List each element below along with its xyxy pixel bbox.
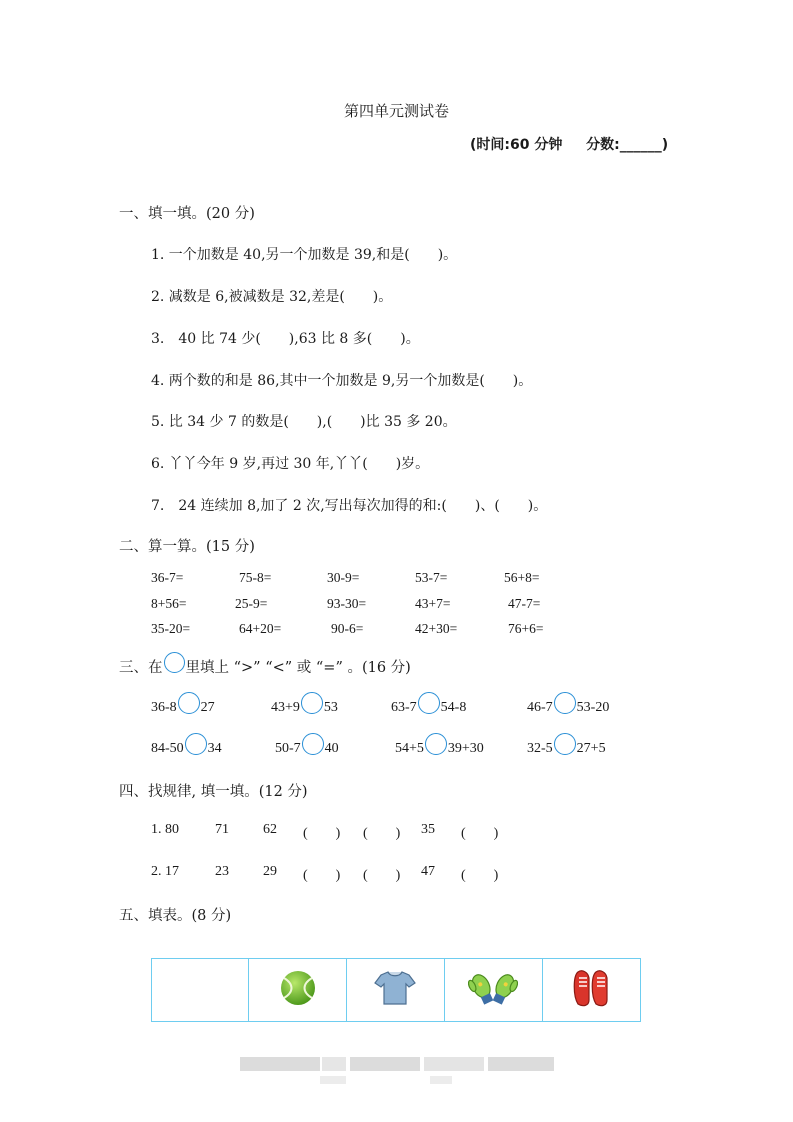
- sequence-blank[interactable]: ( ): [303, 826, 341, 841]
- question-1-1: 1. 一个加数是 40,另一个加数是 39,和是( )。: [151, 247, 458, 263]
- compare-right: 40: [324, 741, 339, 756]
- compare-item: [151, 741, 222, 757]
- sequence-item: 1. 80: [151, 822, 179, 837]
- calc-item: 30-9=: [327, 570, 360, 585]
- compare-item: [527, 700, 609, 716]
- calc-item: 47-7=: [508, 596, 541, 611]
- compare-item: [391, 700, 466, 716]
- sequence-item: 23: [215, 864, 229, 879]
- compare-left: 50-7: [275, 741, 301, 756]
- sequence-item: 71: [215, 822, 229, 837]
- item-cell-ball: [249, 959, 347, 1022]
- compare-left: 63-7: [391, 700, 417, 715]
- calc-item: 43+7=: [415, 596, 451, 611]
- sequence-item: 47: [421, 864, 435, 879]
- compare-answer-circle[interactable]: [554, 692, 576, 714]
- compare-left: 43+9: [271, 700, 300, 715]
- compare-left: 46-7: [527, 700, 553, 715]
- calc-item: 8+56=: [151, 596, 187, 611]
- gloves-icon: [468, 968, 518, 1008]
- compare-item: [275, 741, 339, 757]
- compare-right: 39+30: [447, 741, 484, 756]
- calc-item: 53-7=: [415, 570, 448, 585]
- section3-heading-prefix: 三、在: [119, 660, 163, 676]
- page-title: 第四单元测试卷: [343, 102, 449, 120]
- compare-right: 53-20: [576, 700, 610, 715]
- question-1-5: 5. 比 34 少 7 的数是( ),( )比 35 多 20。: [151, 414, 457, 430]
- compare-right: 34: [207, 741, 222, 756]
- section4-heading: 四、找规律, 填一填。(12 分): [119, 784, 308, 800]
- calc-item: 75-8=: [239, 570, 272, 585]
- calc-item: 90-6=: [331, 621, 364, 636]
- calc-item: 64+20=: [239, 621, 282, 636]
- sequence-blank[interactable]: ( ): [461, 826, 499, 841]
- compare-answer-circle[interactable]: [302, 733, 324, 755]
- compare-item: [395, 741, 484, 757]
- compare-answer-circle[interactable]: [178, 692, 200, 714]
- sequence-item: 35: [421, 822, 435, 837]
- compare-answer-circle[interactable]: [554, 733, 576, 755]
- compare-right: 54-8: [440, 700, 467, 715]
- compare-item: [527, 741, 606, 757]
- score-label: 分数:______): [586, 137, 669, 153]
- compare-item: [151, 700, 215, 716]
- item-cell-gloves: [444, 959, 542, 1022]
- section2-heading: 二、算一算。(15 分): [119, 539, 255, 555]
- item-cell-empty[interactable]: [152, 959, 249, 1022]
- compare-answer-circle[interactable]: [185, 733, 207, 755]
- question-1-2: 2. 减数是 6,被减数是 32,差是( )。: [151, 289, 393, 305]
- shoes-icon: [570, 966, 614, 1010]
- sequence-blank[interactable]: ( ): [363, 868, 401, 883]
- calc-item: 42+30=: [415, 621, 458, 636]
- item-cell-shirt: [346, 959, 444, 1022]
- calc-item: 93-30=: [327, 596, 367, 611]
- answer-circle-example: [164, 652, 185, 673]
- question-1-6: 6. 丫丫今年 9 岁,再过 30 年,丫丫( )岁。: [151, 456, 430, 472]
- calc-item: 76+6=: [508, 621, 544, 636]
- section1-heading: 一、填一填。(20 分): [119, 206, 255, 222]
- time-label: (时间:60 分钟: [470, 137, 563, 153]
- sequence-item: 2. 17: [151, 864, 179, 879]
- compare-answer-circle[interactable]: [425, 733, 447, 755]
- compare-left: 84-50: [151, 741, 184, 756]
- sequence-blank[interactable]: ( ): [461, 868, 499, 883]
- section3-heading-suffix: 里填上 “>” “<” 或 “=” 。(16 分): [185, 660, 411, 676]
- compare-right: 27+5: [576, 741, 606, 756]
- sequence-item: 62: [263, 822, 277, 837]
- compare-right: 53: [323, 700, 338, 715]
- compare-left: 36-8: [151, 700, 177, 715]
- section5-heading: 五、填表。(8 分): [119, 908, 232, 924]
- exam-meta: [470, 134, 668, 154]
- tennis-ball-icon: [278, 968, 318, 1008]
- calc-item: 36-7=: [151, 570, 184, 585]
- compare-right: 27: [200, 700, 215, 715]
- question-1-7: 7. 24 连续加 8,加了 2 次,写出每次加得的和:( )、( )。: [151, 498, 548, 514]
- compare-answer-circle[interactable]: [418, 692, 440, 714]
- compare-left: 32-5: [527, 741, 553, 756]
- calc-item: 56+8=: [504, 570, 540, 585]
- section3-heading: [119, 656, 411, 677]
- compare-left: 54+5: [395, 741, 424, 756]
- item-table: [151, 958, 641, 1022]
- question-1-4: 4. 两个数的和是 86,其中一个加数是 9,另一个加数是( )。: [151, 373, 533, 389]
- calc-item: 25-9=: [235, 596, 268, 611]
- t-shirt-icon: [373, 968, 417, 1008]
- sequence-item: 29: [263, 864, 277, 879]
- calc-item: 35-20=: [151, 621, 191, 636]
- item-cell-shoes: [543, 959, 641, 1022]
- sequence-blank[interactable]: ( ): [303, 868, 341, 883]
- question-1-3: 3. 40 比 74 少( ),63 比 8 多( )。: [151, 331, 420, 347]
- compare-item: [271, 700, 338, 716]
- sequence-blank[interactable]: ( ): [363, 826, 401, 841]
- compare-answer-circle[interactable]: [301, 692, 323, 714]
